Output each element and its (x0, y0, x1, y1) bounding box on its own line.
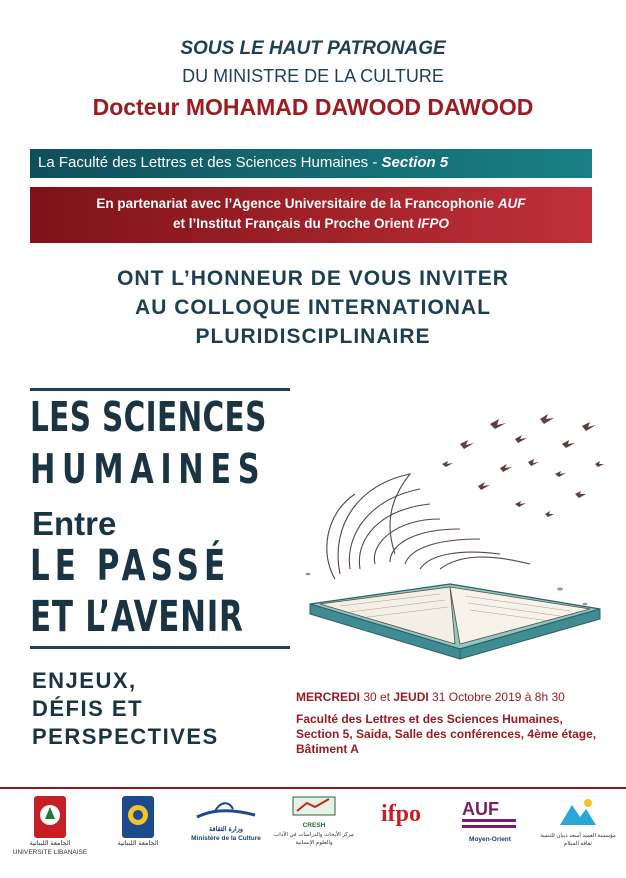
machrek-emblem-icon (556, 795, 600, 831)
auf-wordmark: AUF (462, 799, 499, 819)
subtitle-line-1: ENJEUX, (32, 668, 137, 693)
ministere-logo (190, 795, 262, 843)
partner-line-2 (30, 214, 592, 234)
ul-logo-2 (102, 795, 174, 848)
partner-ifpo: IFPO (417, 216, 450, 231)
ifpo-logo (366, 795, 438, 831)
ul-emblem-icon (33, 795, 67, 839)
event-day-2: JEUDI (393, 690, 429, 704)
partner-line-2-text: et l’Institut Français du Proche Orient (172, 216, 418, 231)
ul-faculty-emblem-icon (121, 795, 155, 839)
title-top-rule (30, 388, 290, 391)
footer-rule (0, 787, 626, 789)
invitation-line-3: PLURIDISCIPLINAIRE (195, 325, 431, 348)
ministere-emblem-icon (193, 795, 259, 825)
docteur-name (0, 94, 626, 121)
invitation-line-1: ONT L’HONNEUR DE VOUS INVITER (117, 267, 509, 290)
ul-logo-1-caption: UNIVERSITE LIBANAISE (12, 849, 88, 856)
event-date-2: 31 Octobre 2019 à 8h 30 (428, 690, 565, 704)
ministre-heading: DU MINISTRE DE LA CULTURE (182, 66, 444, 86)
faculty-band (30, 149, 592, 178)
cresh-caption: CRESH (302, 822, 326, 829)
partner-band (30, 187, 592, 243)
event-date (296, 690, 565, 704)
faculty-section: Section 5 (381, 154, 449, 171)
title-line-3: LE PASSÉ (30, 541, 231, 591)
auf-emblem-icon (460, 795, 520, 835)
title-bottom-rule (30, 646, 290, 649)
ifpo-emblem-icon (377, 795, 427, 831)
ul-logo-2-caption-ar: الجامعة اللبنانية (117, 840, 159, 847)
subtitle (32, 667, 219, 751)
machrek-caption-ar: مؤسسة العميد أسعد ديبان للتنمية ثقافة السلام (540, 833, 616, 847)
subtitle-line-2: DÉFIS ET (32, 696, 144, 721)
invitation-text (0, 264, 626, 351)
cresh-logo (274, 795, 354, 847)
ministere-caption-ar: وزارة الثقافة (208, 826, 244, 833)
cresh-emblem-icon (289, 795, 339, 821)
partner-logos (14, 795, 614, 867)
subtitle-line-3: PERSPECTIVES (32, 724, 219, 749)
title-entre: Entre (32, 505, 117, 542)
machrek-logo (542, 795, 614, 848)
cresh-caption-ar: مركز الأبحاث والدراسات في الآداب والعلوم الإنسانية (274, 832, 354, 846)
faculty-text: La Faculté des Lettres et des Sciences Humaines - (38, 154, 382, 171)
ministere-caption: Ministère de la Culture (191, 835, 261, 842)
title-line-4: ET L’AVENIR (30, 592, 244, 642)
partner-auf: AUF (497, 196, 526, 211)
patronage-heading: SOUS LE HAUT PATRONAGE (180, 38, 446, 59)
event-date-1: 30 et (360, 690, 394, 704)
docteur-prefix: Docteur (92, 94, 180, 120)
invitation-line-2: AU COLLOQUE INTERNATIONAL (135, 296, 491, 319)
partner-line-1-text: En partenariat avec l’Agence Universitaire de la Francophonie (96, 196, 498, 211)
event-location: Faculté des Lettres et des Sciences Humaines, Section 5, Saida, Salle des conférences, 4ème étage, Bâtiment A (296, 712, 597, 756)
auf-logo (454, 795, 526, 844)
event-day-1: MERCREDI (296, 690, 361, 704)
ul-logo-1-caption-ar: الجامعة اللبنانية (29, 840, 71, 847)
title-line-2: HUMAINES (30, 445, 267, 493)
auf-caption: Moyen-Orient (469, 836, 511, 843)
docteur-fullname: MOHAMAD DAWOOD DAWOOD (185, 94, 534, 120)
book-birds-illustration (300, 404, 610, 674)
ifpo-wordmark: ifpo (381, 801, 422, 827)
title-line-1: LES SCIENCES (30, 393, 267, 441)
ul-logo-1 (14, 795, 86, 857)
partner-line-1 (30, 194, 592, 214)
